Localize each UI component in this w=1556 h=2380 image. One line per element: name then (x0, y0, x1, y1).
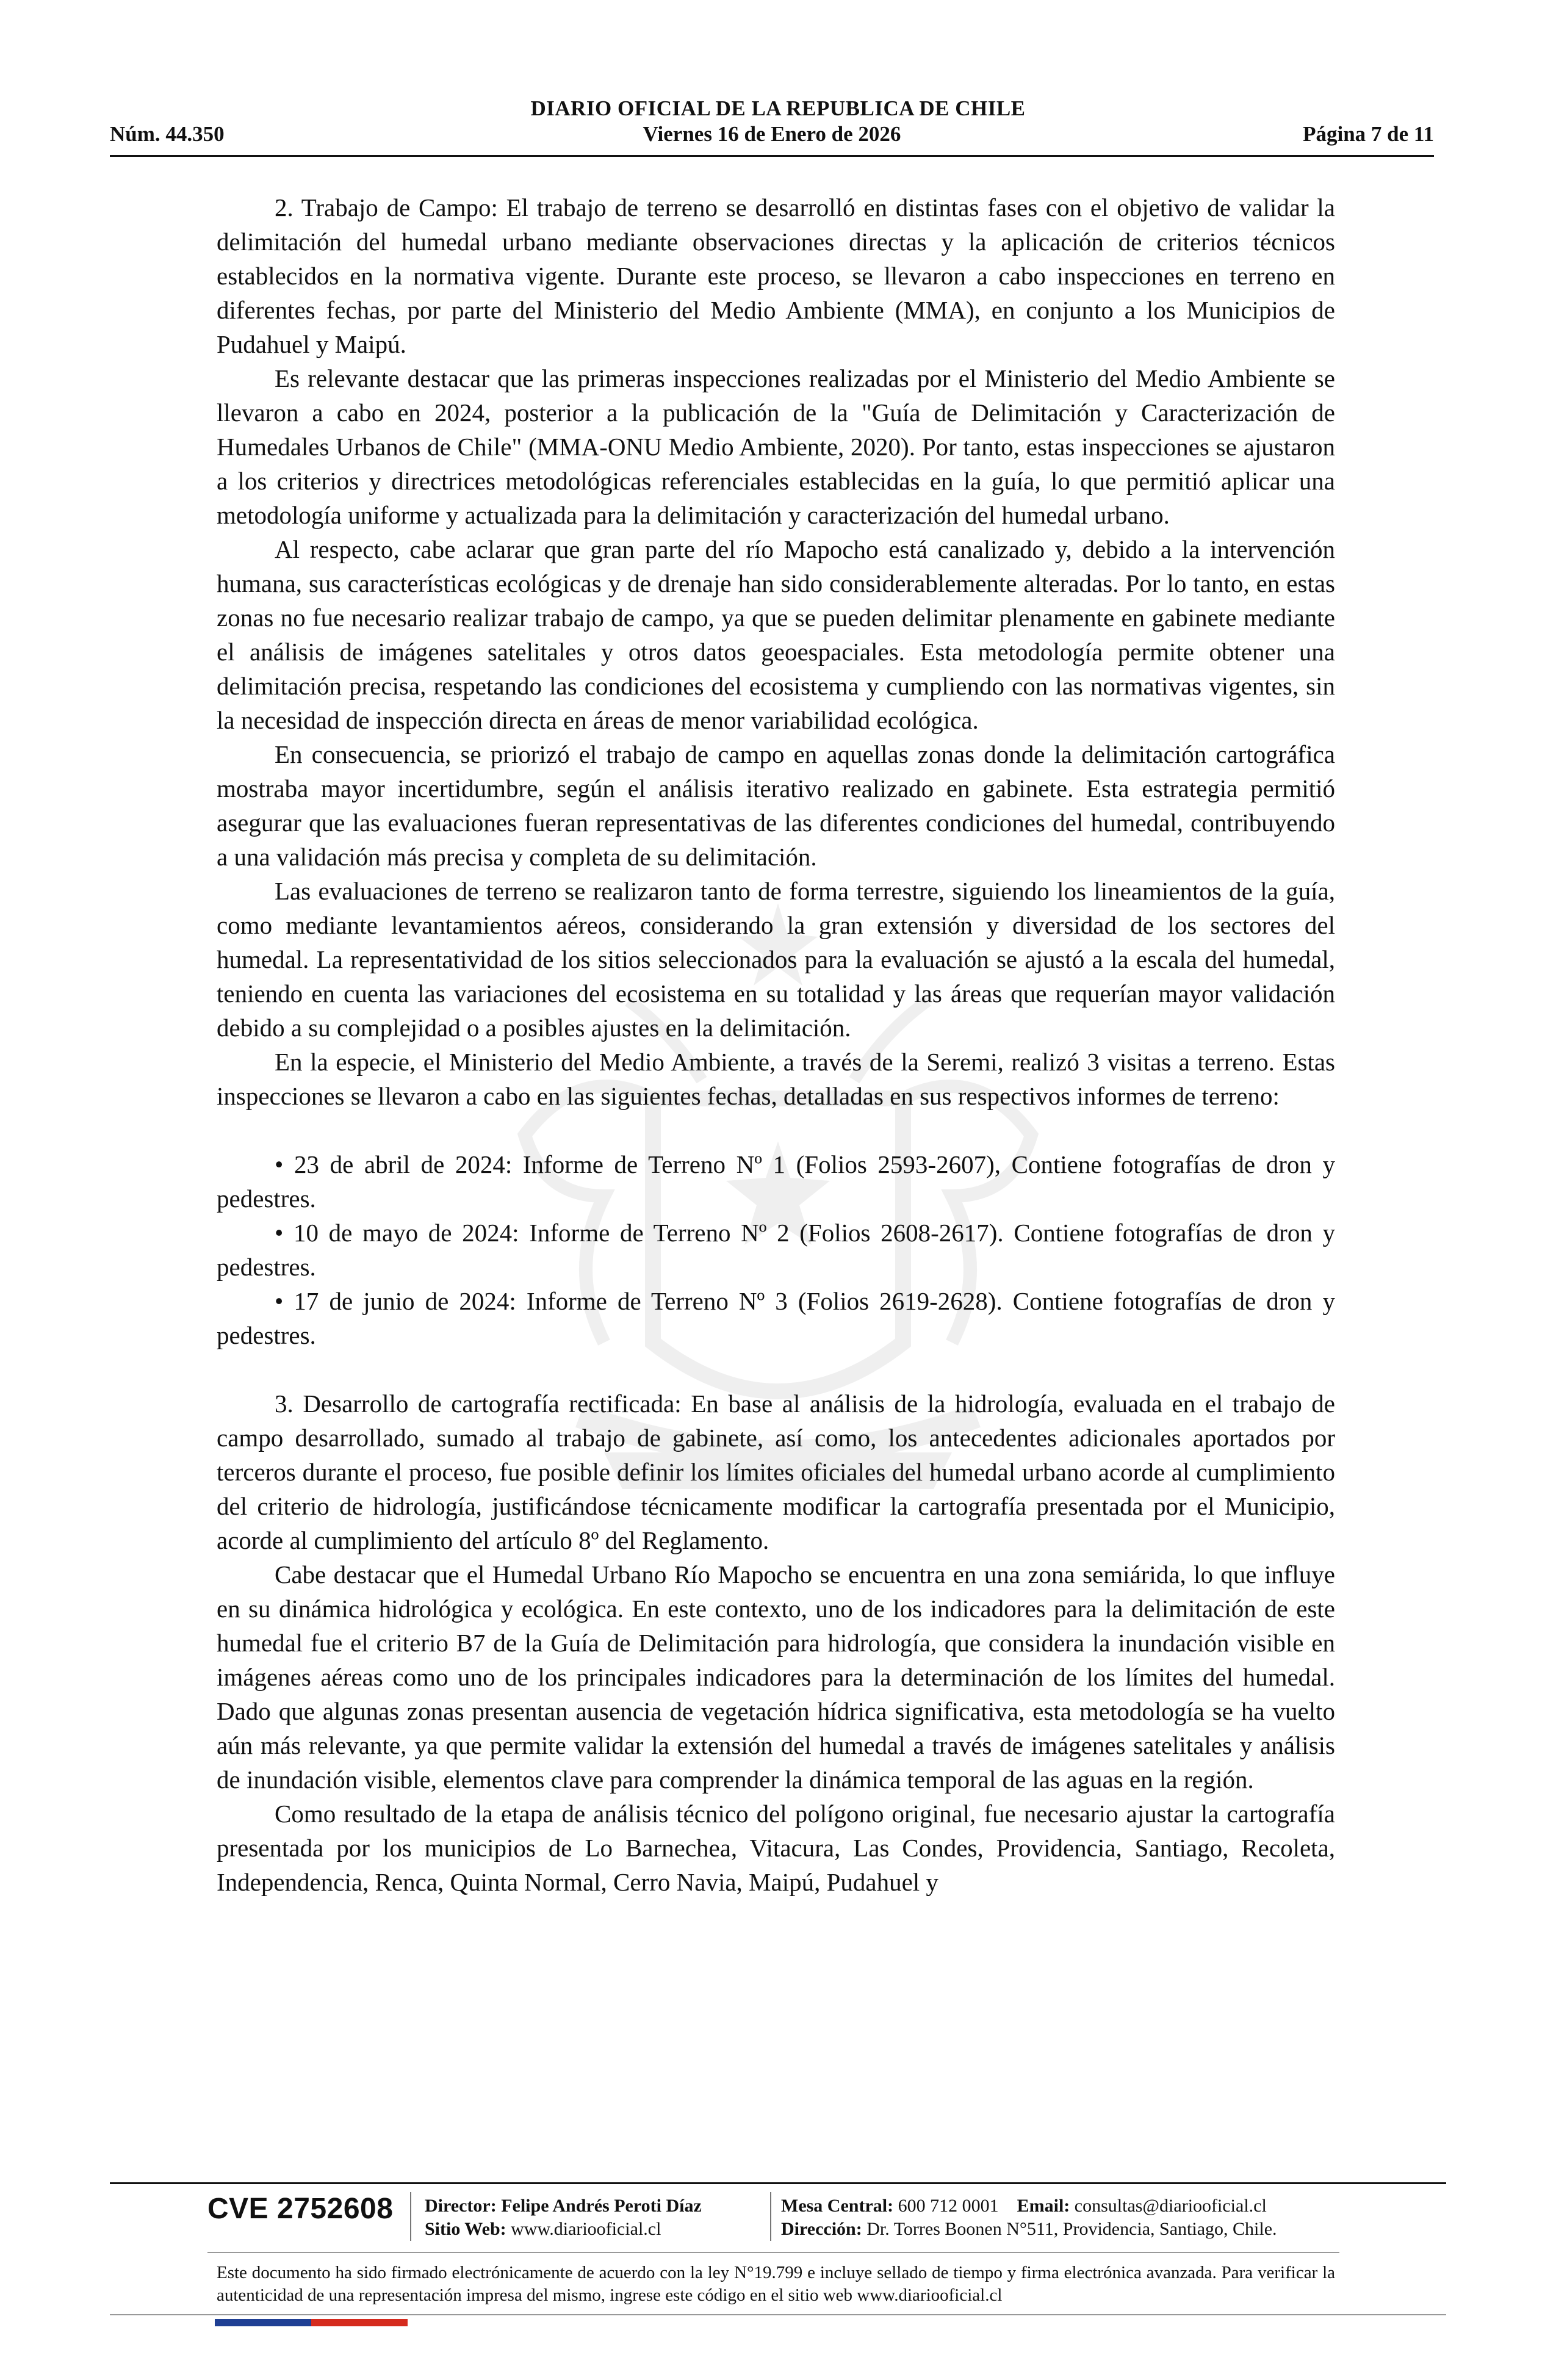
paragraph: En consecuencia, se priorizó el trabajo de campo en aquellas zonas donde la delimitación cartográfica mostraba mayor incertidumbre, según el análisis iterativo realizado en gabinete. Esta estrategia permitió asegurar que las evaluaciones fueran representativas de las diferentes condiciones del humedal, contribuyendo a una validación más precisa y completa de su delimitación. (217, 740, 1335, 871)
address-label: Dirección: (781, 2219, 862, 2239)
flag-red-segment (311, 2319, 408, 2326)
paragraph: 2. Trabajo de Campo: El trabajo de terreno se desarrolló en distintas fases con el objetivo de validar la delimitación del humedal urbano mediante observaciones directas y la aplicación de criterios técnicos establecidos en la normativa vigente. Durante este proceso, se llevaron a cabo inspecciones en terreno en diferentes fechas, por parte del Ministerio del Medio Ambiente (MMA), en conjunto a los Municipios de Pudahuel y Maipú. (217, 193, 1335, 358)
mesa-phone: 600 712 0001 (898, 2196, 999, 2216)
footer-separator (770, 2192, 771, 2241)
footer-divider (110, 2182, 1446, 2184)
paragraph: Es relevante destacar que las primeras inspecciones realizadas por el Ministerio del Medio Ambiente se llevaron a cabo en 2024, posterior a la publicación de la "Guía de Delimitación y Caracterización de Humedales Urbanos de Chile" (MMA-ONU Medio Ambiente, 2020). Por tanto, estas inspecciones se ajustaron a los criterios y directrices metodológicas referenciales establecidas en la guía, lo que permitió aplicar una metodología uniforme y actualizada para la delimitación y caracterización del humedal urbano. (217, 364, 1335, 529)
header-row (110, 122, 1434, 150)
cve-code: CVE 2752608 (207, 2193, 394, 2225)
newspaper-title: DIARIO OFICIAL DE LA REPUBLICA DE CHILE (530, 96, 1026, 120)
spacer (217, 1352, 1335, 1387)
flag-color-bar (215, 2319, 408, 2326)
bullet-item: • 10 de mayo de 2024: Informe de Terreno Nº 2 (Folios 2608-2617). Contiene fotografías de dron y pedestres. (217, 1219, 1335, 1281)
article-body (217, 190, 1335, 1899)
header-divider (110, 155, 1434, 157)
footer-director-block (425, 2194, 702, 2241)
director-name: Felipe Andrés Peroti Díaz (501, 2196, 702, 2216)
issue-number: Núm. 44.350 (110, 122, 225, 146)
website-link[interactable]: www.diariooficial.cl (511, 2219, 661, 2239)
paragraph: Al respecto, cabe aclarar que gran parte del río Mapocho está canalizado y, debido a la intervención humana, sus características ecológicas y de drenaje han sido considerablemente alteradas. Por lo tanto, en estas zonas no fue necesario realizar trabajo de campo, ya que se pueden delimitar plenamente en gabinete mediante el análisis de imágenes satelitales y otros datos geoespaciales. Esta metodología permite obtener una delimitación precisa, respetando las condiciones del ecosistema y cumpliendo con las normativas vigentes, sin la necesidad de inspección directa en áreas de menor variabilidad ecológica. (217, 535, 1335, 734)
bullet-item: • 17 de junio de 2024: Informe de Terreno Nº 3 (Folios 2619-2628). Contiene fotografías de dron y pedestres. (217, 1287, 1335, 1349)
legal-text: Este documento ha sido firmado electrónicamente de acuerdo con la ley N°19.799 e incluye sellado de tiempo y firma electrónica avanzada. Para verificar la autenticidad de una representación impresa del mismo, ingrese este código en el sitio web www.diariooficial.cl (217, 2263, 1335, 2305)
address-value: Dr. Torres Boonen N°511, Providencia, Santiago, Chile. (866, 2219, 1277, 2239)
paragraph: 3. Desarrollo de cartografía rectificada: En base al análisis de la hidrología, evaluada en el trabajo de campo desarrollado, sumado al trabajo de gabinete, así como, los antecedentes adicionales aportados por terceros durante el proceso, fue posible definir los límites oficiales del humedal urbano acorde al cumplimiento del criterio de hidrología, justificándose técnicamente modificar la cartografía presentada por el Municipio, acorde al cumplimiento del artículo 8º del Reglamento. (217, 1390, 1335, 1554)
email-label: Email: (1017, 2196, 1070, 2216)
footer-divider (207, 2252, 1339, 2253)
director-label: Director: (425, 2196, 497, 2216)
spacer (217, 1113, 1335, 1147)
footer-separator (410, 2192, 411, 2241)
bullet-item: • 23 de abril de 2024: Informe de Terreno Nº 1 (Folios 2593-2607), Contiene fotografías de dron y pedestres. (217, 1150, 1335, 1213)
footer-contact-block (781, 2194, 1277, 2241)
paragraph: En la especie, el Ministerio del Medio Ambiente, a través de la Seremi, realizó 3 visitas a terreno. Estas inspecciones se llevaron a cabo en las siguientes fechas, detalladas en sus respectivos informes de terreno: (217, 1048, 1335, 1110)
mesa-label: Mesa Central: (781, 2196, 894, 2216)
paragraph: Como resultado de la etapa de análisis técnico del polígono original, fue necesario ajustar la cartografía presentada por los municipios de Lo Barnechea, Vitacura, Las Condes, Providencia, Santiago, Recoleta, Independencia, Renca, Quinta Normal, Cerro Navia, Maipú, Pudahuel y (217, 1800, 1335, 1896)
issue-date: Viernes 16 de Enero de 2026 (643, 122, 901, 146)
paragraph: Las evaluaciones de terreno se realizaron tanto de forma terrestre, siguiendo los lineamientos de la guía, como mediante levantamientos aéreos, considerando la gran extensión y diversidad de los sectores del humedal. La representatividad de los sitios seleccionados para la evaluación se ajustó a la escala del humedal, teniendo en cuenta las variaciones del ecosistema en su totalidad y las áreas que requerían mayor validación debido a su complejidad o a posibles ajustes en la delimitación. (217, 877, 1335, 1042)
legal-notice (217, 2262, 1335, 2307)
page-indicator: Página 7 de 11 (1303, 122, 1434, 146)
footer-divider (110, 2314, 1446, 2315)
paragraph: Cabe destacar que el Humedal Urbano Río Mapocho se encuentra en una zona semiárida, lo que influye en su dinámica hidrológica y ecológica. En este contexto, uno de los indicadores para la delimitación de este humedal fue el criterio B7 de la Guía de Delimitación para hidrología, que considera la inundación visible en imágenes aéreas como uno de los principales indicadores para la determinación de los límites del humedal. Dado que algunas zonas presentan ausencia de vegetación hídrica significativa, esta metodología se ha vuelto aún más relevante, ya que permite validar la extensión del humedal a través de imágenes satelitales y análisis de inundación visible, elementos clave para comprender la dinámica temporal de las aguas en la región. (217, 1560, 1335, 1794)
flag-blue-segment (215, 2319, 311, 2326)
email-link[interactable]: consultas@diariooficial.cl (1074, 2196, 1267, 2216)
website-label: Sitio Web: (425, 2219, 506, 2239)
